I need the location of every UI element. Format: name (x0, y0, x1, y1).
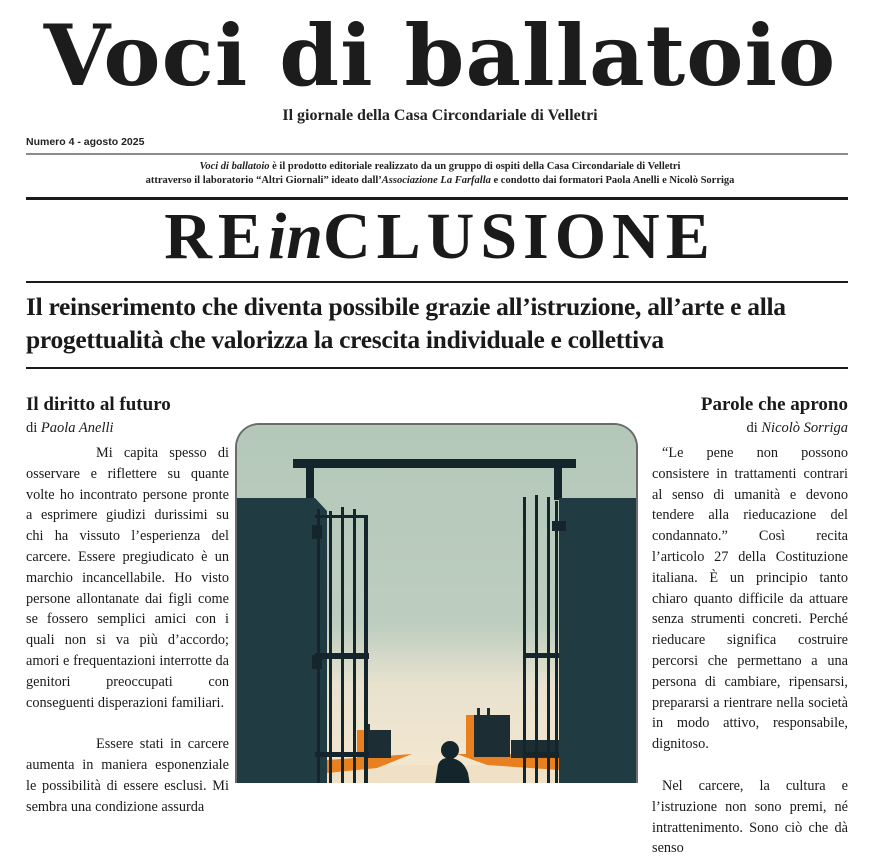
article-paragraph: Essere stati in carcere aumenta in maniera esponenziale le possibilità di essere esclusi. Mi sembra una condizione assurda (26, 736, 229, 815)
divider (26, 367, 848, 369)
credits (0, 160, 880, 188)
article-left (26, 392, 229, 818)
credits-text: è il prodotto editoriale realizzato da un gruppo di ospiti della Casa Circondariale di Velletri (269, 161, 681, 172)
article-title: Parole che aprono (700, 394, 848, 415)
divider (26, 153, 848, 155)
credits-line-1 (0, 160, 880, 174)
article-paragraph: Nel carcere, la cultura e l’istruzione non sono premi, né intrattenimento. Sono ciò che dà senso (652, 777, 848, 857)
credits-text: attraverso il laboratorio “Altri Giornali” ideato dall’ (145, 175, 382, 186)
article-byline (26, 418, 229, 438)
kicker-part: CLUSIONE (322, 200, 716, 273)
article-right (652, 392, 848, 859)
open-gate-icon (237, 425, 638, 783)
kicker-part-italic: in (267, 200, 323, 273)
article-paragraph: “Le pene non possono consistere in trattamenti contrari al senso di umanità e devono tendere alla rieducazione del condannato.” Così recita l’articolo 27 della Costituzione italiana. È un principio tanto chiaro quanto difficile da attuare senza strumenti concreti. Perché rieducare significa costruire percorsi che permettano a una persona di cambiare, ripensarsi, prepararsi a rientrare nella società in modo attivo, responsabile, dignitoso. (652, 445, 848, 753)
byline-prefix: di (26, 420, 41, 436)
issue-number: Numero 4 - agosto 2025 (26, 136, 145, 148)
headline-kicker (0, 199, 880, 275)
article-byline (652, 418, 848, 438)
article-title: Il diritto al futuro (26, 394, 171, 415)
byline-prefix: di (746, 420, 762, 436)
article-author: Nicolò Sorriga (761, 420, 848, 436)
credits-association: Associazione La Farfalla (381, 175, 491, 186)
headline-deck: Il reinserimento che diventa possibile grazie all’istruzione, all’arte e alla progettualità che valorizza la crescita individuale e collettiva (26, 292, 786, 354)
paragraph-gap (652, 755, 848, 776)
article-paragraph: Mi capita spesso di osservare e riflettere su quante volte ho incontrato persone pronte a esprimere giudizi durissimi su chi ha vissuto l’esperienza del carcere. Essere pregiudicato è un marchio incancellabile. Ho visto persone allontanate dai figli come se fossero semplici amici con i quali non si va più d’accordo; amori e frequentazioni interrotte da genitori preoccupati con conseguenti disperazioni familiari. (26, 445, 229, 711)
divider (26, 281, 848, 283)
gate-illustration (235, 423, 638, 783)
paragraph-gap (26, 713, 229, 734)
credits-line-2 (0, 174, 880, 188)
credits-paper-name: Voci di ballatoio (199, 161, 270, 172)
credits-text: e condotto dai formatori Paola Anelli e Nicolò Sorriga (490, 175, 735, 186)
article-author: Paola Anelli (40, 420, 114, 436)
masthead-title: Voci di ballatoio (43, 6, 837, 105)
kicker-part: RE (164, 200, 268, 273)
masthead-subtitle: Il giornale della Casa Circondariale di Velletri (282, 107, 598, 124)
